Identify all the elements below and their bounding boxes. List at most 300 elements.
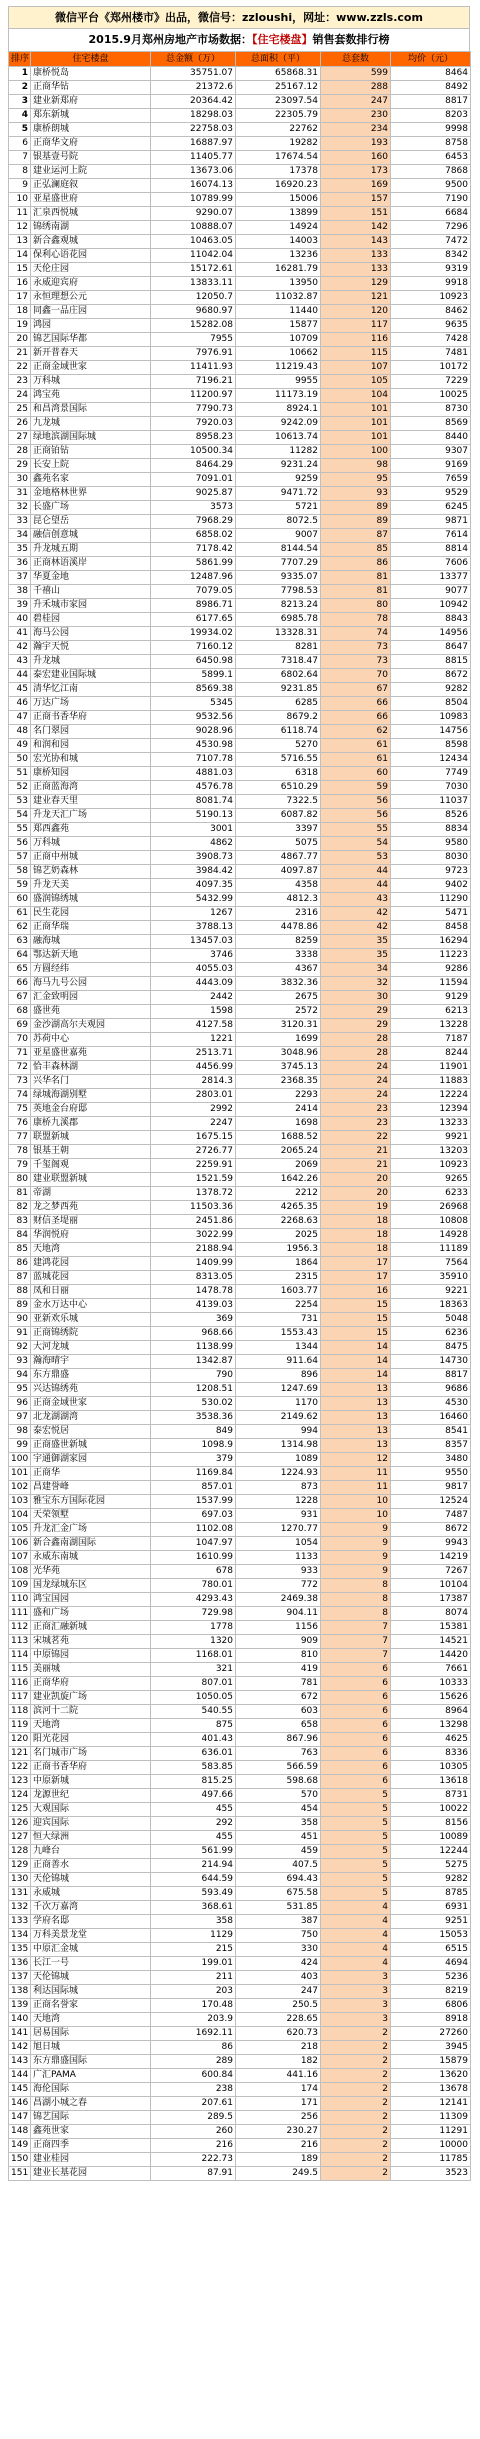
cell-project-name: 正商汇融新城	[31, 1621, 151, 1635]
cell-total-amount: 7079.05	[151, 585, 236, 599]
cell-total-amount: 2803.01	[151, 1089, 236, 1103]
table-row	[9, 1607, 471, 1621]
cell-avg-price: 9282	[391, 1873, 471, 1887]
cell-total-area: 16281.79	[236, 263, 321, 277]
table-row	[9, 697, 471, 711]
cell-rank: 30	[9, 473, 31, 487]
cell-project-name: 海马公园	[31, 627, 151, 641]
cell-project-name: 正商华瑞	[31, 921, 151, 935]
cell-total-amount: 358	[151, 1915, 236, 1929]
cell-total-area: 2149.62	[236, 1411, 321, 1425]
cell-total-units: 13	[321, 1397, 391, 1411]
cell-project-name: 海伦国际	[31, 2083, 151, 2097]
cell-rank: 146	[9, 2097, 31, 2111]
cell-rank: 138	[9, 1985, 31, 1999]
cell-total-units: 89	[321, 501, 391, 515]
cell-total-area: 531.85	[236, 1901, 321, 1915]
cell-rank: 107	[9, 1551, 31, 1565]
cell-total-units: 35	[321, 949, 391, 963]
table-row	[9, 1481, 471, 1495]
table-row	[9, 2097, 471, 2111]
cell-avg-price: 7030	[391, 781, 471, 795]
cell-rank: 31	[9, 487, 31, 501]
cell-total-units: 16	[321, 1285, 391, 1299]
table-row	[9, 1257, 471, 1271]
cell-total-amount: 7790.73	[151, 403, 236, 417]
table-row	[9, 1859, 471, 1873]
cell-total-amount: 9680.97	[151, 305, 236, 319]
cell-total-amount: 401.43	[151, 1733, 236, 1747]
table-row	[9, 1453, 471, 1467]
cell-project-name: 汇泉西悦城	[31, 207, 151, 221]
cell-rank: 47	[9, 711, 31, 725]
cell-total-amount: 368.61	[151, 1901, 236, 1915]
cell-total-units: 20	[321, 1187, 391, 1201]
cell-avg-price: 10923	[391, 291, 471, 305]
cell-total-amount: 211	[151, 1971, 236, 1985]
cell-total-units: 14	[321, 1355, 391, 1369]
cell-avg-price: 7481	[391, 347, 471, 361]
cell-total-amount: 1221	[151, 1033, 236, 1047]
cell-avg-price: 8475	[391, 1341, 471, 1355]
cell-total-amount: 7091.01	[151, 473, 236, 487]
cell-project-name: 中原锦园	[31, 1649, 151, 1663]
cell-avg-price: 9319	[391, 263, 471, 277]
cell-total-units: 4	[321, 1957, 391, 1971]
cell-rank: 26	[9, 417, 31, 431]
cell-total-amount: 1208.51	[151, 1383, 236, 1397]
cell-avg-price: 8785	[391, 1887, 471, 1901]
cell-total-units: 74	[321, 627, 391, 641]
cell-total-units: 42	[321, 921, 391, 935]
cell-total-area: 15006	[236, 193, 321, 207]
cell-total-amount: 9532.56	[151, 711, 236, 725]
cell-rank: 70	[9, 1033, 31, 1047]
cell-avg-price: 12224	[391, 1089, 471, 1103]
cell-total-area: 4812.3	[236, 893, 321, 907]
cell-total-area: 182	[236, 2055, 321, 2069]
cell-rank: 67	[9, 991, 31, 1005]
cell-rank: 143	[9, 2055, 31, 2069]
column-header-total-area: 总面积（平）	[236, 52, 321, 67]
table-header-row	[9, 52, 471, 67]
cell-avg-price: 6806	[391, 1999, 471, 2013]
cell-avg-price: 7564	[391, 1257, 471, 1271]
cell-total-amount: 3746	[151, 949, 236, 963]
cell-total-units: 11	[321, 1481, 391, 1495]
cell-total-units: 247	[321, 95, 391, 109]
cell-rank: 69	[9, 1019, 31, 1033]
cell-rank: 8	[9, 165, 31, 179]
cell-total-units: 62	[321, 725, 391, 739]
cell-total-area: 911.64	[236, 1355, 321, 1369]
cell-rank: 117	[9, 1691, 31, 1705]
table-row	[9, 1663, 471, 1677]
cell-project-name: 汇金致明园	[31, 991, 151, 1005]
cell-total-area: 17674.54	[236, 151, 321, 165]
cell-total-amount: 4443.09	[151, 977, 236, 991]
cell-project-name: 天荣领墅	[31, 1509, 151, 1523]
cell-avg-price: 8030	[391, 851, 471, 865]
cell-total-units: 14	[321, 1369, 391, 1383]
cell-rank: 21	[9, 347, 31, 361]
cell-rank: 124	[9, 1789, 31, 1803]
cell-total-amount: 18298.03	[151, 109, 236, 123]
cell-avg-price: 10025	[391, 389, 471, 403]
cell-project-name: 和昌湾景国际	[31, 403, 151, 417]
cell-total-units: 142	[321, 221, 391, 235]
cell-rank: 97	[9, 1411, 31, 1425]
cell-project-name: 东方鼎盛	[31, 1369, 151, 1383]
cell-project-name: 建业联盟新城	[31, 1173, 151, 1187]
cell-avg-price: 7187	[391, 1033, 471, 1047]
cell-total-amount: 7968.29	[151, 515, 236, 529]
table-row	[9, 109, 471, 123]
cell-rank: 52	[9, 781, 31, 795]
cell-total-area: 1699	[236, 1033, 321, 1047]
cell-total-units: 81	[321, 571, 391, 585]
table-row	[9, 179, 471, 193]
cell-total-amount: 2992	[151, 1103, 236, 1117]
cell-project-name: 建鸿花园	[31, 1257, 151, 1271]
cell-project-name: 和润和园	[31, 739, 151, 753]
cell-project-name: 保利心语花园	[31, 249, 151, 263]
table-row	[9, 823, 471, 837]
cell-total-amount: 8313.05	[151, 1271, 236, 1285]
table-row	[9, 1985, 471, 1999]
cell-rank: 15	[9, 263, 31, 277]
table-row	[9, 1243, 471, 1257]
table-row	[9, 781, 471, 795]
cell-total-amount: 2247	[151, 1117, 236, 1131]
cell-avg-price: 9282	[391, 683, 471, 697]
cell-total-units: 3	[321, 1999, 391, 2013]
cell-total-units: 2	[321, 2139, 391, 2153]
cell-avg-price: 13233	[391, 1117, 471, 1131]
cell-total-units: 56	[321, 809, 391, 823]
cell-avg-price: 8458	[391, 921, 471, 935]
cell-project-name: 建业春天里	[31, 795, 151, 809]
cell-avg-price: 7428	[391, 333, 471, 347]
cell-total-area: 424	[236, 1957, 321, 1971]
cell-total-area: 451	[236, 1831, 321, 1845]
cell-total-area: 9007	[236, 529, 321, 543]
cell-total-area: 2268.63	[236, 1215, 321, 1229]
cell-total-area: 2316	[236, 907, 321, 921]
cell-avg-price: 4625	[391, 1733, 471, 1747]
cell-project-name: 正商书香华府	[31, 711, 151, 725]
cell-avg-price: 7659	[391, 473, 471, 487]
cell-total-units: 17	[321, 1271, 391, 1285]
cell-rank: 72	[9, 1061, 31, 1075]
cell-rank: 35	[9, 543, 31, 557]
cell-total-units: 8	[321, 1579, 391, 1593]
table-row	[9, 879, 471, 893]
table-row	[9, 1187, 471, 1201]
cell-avg-price: 8672	[391, 1523, 471, 1537]
cell-rank: 45	[9, 683, 31, 697]
cell-avg-price: 8203	[391, 109, 471, 123]
cell-rank: 108	[9, 1565, 31, 1579]
cell-avg-price: 5275	[391, 1859, 471, 1873]
table-row	[9, 599, 471, 613]
cell-total-area: 1270.77	[236, 1523, 321, 1537]
cell-total-area: 218	[236, 2041, 321, 2055]
table-row	[9, 1201, 471, 1215]
cell-total-units: 101	[321, 403, 391, 417]
table-row	[9, 1285, 471, 1299]
cell-total-units: 56	[321, 795, 391, 809]
cell-total-units: 6	[321, 1663, 391, 1677]
table-row	[9, 151, 471, 165]
title-prefix: 2015.9月郑州房地产市场数据：	[88, 33, 252, 46]
cell-rank: 133	[9, 1915, 31, 1929]
cell-rank: 127	[9, 1831, 31, 1845]
cell-avg-price: 8219	[391, 1985, 471, 1999]
cell-project-name: 东方鼎盛国际	[31, 2055, 151, 2069]
cell-avg-price: 27260	[391, 2027, 471, 2041]
cell-total-area: 3338	[236, 949, 321, 963]
table-row	[9, 655, 471, 669]
cell-avg-price: 9129	[391, 991, 471, 1005]
cell-project-name: 鸿宝国园	[31, 1593, 151, 1607]
table-row	[9, 137, 471, 151]
cell-avg-price: 8074	[391, 1607, 471, 1621]
cell-total-amount: 4456.99	[151, 1061, 236, 1075]
cell-total-units: 80	[321, 599, 391, 613]
table-row	[9, 683, 471, 697]
cell-total-units: 3	[321, 1985, 391, 1999]
cell-total-amount: 13673.06	[151, 165, 236, 179]
cell-avg-price: 26968	[391, 1201, 471, 1215]
cell-total-amount: 369	[151, 1313, 236, 1327]
cell-total-amount: 1129	[151, 1929, 236, 1943]
cell-rank: 145	[9, 2083, 31, 2097]
cell-avg-price: 15053	[391, 1929, 471, 1943]
cell-total-units: 101	[321, 417, 391, 431]
cell-total-amount: 6177.65	[151, 613, 236, 627]
cell-project-name: 银基壹号院	[31, 151, 151, 165]
cell-avg-price: 8672	[391, 669, 471, 683]
cell-rank: 98	[9, 1425, 31, 1439]
cell-avg-price: 16460	[391, 1411, 471, 1425]
cell-rank: 149	[9, 2139, 31, 2153]
table-row	[9, 977, 471, 991]
cell-total-units: 21	[321, 1145, 391, 1159]
cell-total-area: 13328.31	[236, 627, 321, 641]
cell-total-amount: 170.48	[151, 1999, 236, 2013]
cell-avg-price: 8815	[391, 655, 471, 669]
cell-rank: 55	[9, 823, 31, 837]
table-row	[9, 1159, 471, 1173]
cell-project-name: 恰丰森林湖	[31, 1061, 151, 1075]
table-row	[9, 389, 471, 403]
cell-project-name: 龙源世纪	[31, 1789, 151, 1803]
table-row	[9, 1341, 471, 1355]
table-row	[9, 1901, 471, 1915]
table-row	[9, 1103, 471, 1117]
cell-total-area: 25167.12	[236, 81, 321, 95]
table-row	[9, 81, 471, 95]
cell-avg-price: 8541	[391, 1425, 471, 1439]
ranking-table	[8, 51, 471, 2181]
cell-rank: 140	[9, 2013, 31, 2027]
cell-total-amount: 697.03	[151, 1509, 236, 1523]
cell-rank: 144	[9, 2069, 31, 2083]
cell-total-amount: 1342.87	[151, 1355, 236, 1369]
cell-total-area: 6985.78	[236, 613, 321, 627]
cell-total-area: 17378	[236, 165, 321, 179]
cell-total-units: 115	[321, 347, 391, 361]
cell-total-amount: 455	[151, 1831, 236, 1845]
cell-total-units: 105	[321, 375, 391, 389]
ranking-sheet	[8, 6, 470, 2181]
cell-rank: 13	[9, 235, 31, 249]
cell-total-units: 5	[321, 1803, 391, 1817]
cell-avg-price: 11037	[391, 795, 471, 809]
cell-total-amount: 5861.99	[151, 557, 236, 571]
cell-project-name: 鸿园	[31, 319, 151, 333]
cell-rank: 91	[9, 1327, 31, 1341]
cell-total-units: 54	[321, 837, 391, 851]
cell-project-name: 龙之梦西苑	[31, 1201, 151, 1215]
cell-total-units: 107	[321, 361, 391, 375]
table-row	[9, 2139, 471, 2153]
cell-avg-price: 10000	[391, 2139, 471, 2153]
table-row	[9, 67, 471, 81]
table-row	[9, 1803, 471, 1817]
table-row	[9, 487, 471, 501]
cell-total-amount: 4293.43	[151, 1593, 236, 1607]
table-row	[9, 501, 471, 515]
cell-total-area: 8679.2	[236, 711, 321, 725]
cell-rank: 66	[9, 977, 31, 991]
cell-total-amount: 7955	[151, 333, 236, 347]
cell-total-area: 358	[236, 1817, 321, 1831]
cell-avg-price: 13203	[391, 1145, 471, 1159]
table-row	[9, 305, 471, 319]
cell-total-units: 5	[321, 1887, 391, 1901]
cell-total-area: 13899	[236, 207, 321, 221]
cell-total-area: 14924	[236, 221, 321, 235]
cell-rank: 112	[9, 1621, 31, 1635]
cell-avg-price: 14928	[391, 1229, 471, 1243]
cell-rank: 132	[9, 1901, 31, 1915]
cell-rank: 11	[9, 207, 31, 221]
cell-total-amount: 875	[151, 1719, 236, 1733]
table-row	[9, 767, 471, 781]
cell-avg-price: 6515	[391, 1943, 471, 1957]
cell-rank: 17	[9, 291, 31, 305]
cell-total-units: 78	[321, 613, 391, 627]
cell-project-name: 升禾城市家园	[31, 599, 151, 613]
cell-total-amount: 289	[151, 2055, 236, 2069]
cell-total-amount: 2259.91	[151, 1159, 236, 1173]
cell-avg-price: 9500	[391, 179, 471, 193]
cell-total-area: 1314.98	[236, 1439, 321, 1453]
cell-total-amount: 15282.08	[151, 319, 236, 333]
cell-total-amount: 8569.38	[151, 683, 236, 697]
cell-project-name: 宋城茗苑	[31, 1635, 151, 1649]
cell-total-area: 2675	[236, 991, 321, 1005]
cell-avg-price: 5236	[391, 1971, 471, 1985]
cell-avg-price: 13377	[391, 571, 471, 585]
cell-avg-price: 10923	[391, 1159, 471, 1173]
cell-project-name: 鑫苑世家	[31, 2125, 151, 2139]
cell-avg-price: 13620	[391, 2069, 471, 2083]
cell-project-name: 名门城市广场	[31, 1747, 151, 1761]
cell-total-units: 143	[321, 235, 391, 249]
cell-total-area: 2065.24	[236, 1145, 321, 1159]
cell-total-units: 66	[321, 711, 391, 725]
cell-rank: 42	[9, 641, 31, 655]
table-row	[9, 2055, 471, 2069]
cell-project-name: 九峰台	[31, 1845, 151, 1859]
cell-rank: 119	[9, 1719, 31, 1733]
cell-rank: 14	[9, 249, 31, 263]
cell-rank: 151	[9, 2167, 31, 2181]
table-row	[9, 865, 471, 879]
table-row	[9, 669, 471, 683]
cell-total-units: 151	[321, 207, 391, 221]
cell-avg-price: 10333	[391, 1677, 471, 1691]
cell-total-amount: 8986.71	[151, 599, 236, 613]
cell-rank: 19	[9, 319, 31, 333]
cell-rank: 53	[9, 795, 31, 809]
cell-total-units: 35	[321, 935, 391, 949]
table-row	[9, 1677, 471, 1691]
cell-avg-price: 9918	[391, 277, 471, 291]
cell-rank: 68	[9, 1005, 31, 1019]
cell-total-amount: 2451.86	[151, 1215, 236, 1229]
cell-total-area: 2414	[236, 1103, 321, 1117]
cell-total-area: 6318	[236, 767, 321, 781]
table-row	[9, 1775, 471, 1789]
cell-avg-price: 9943	[391, 1537, 471, 1551]
cell-total-area: 772	[236, 1579, 321, 1593]
cell-avg-price: 14420	[391, 1649, 471, 1663]
cell-rank: 33	[9, 515, 31, 529]
cell-total-area: 1553.43	[236, 1327, 321, 1341]
cell-total-amount: 260	[151, 2125, 236, 2139]
cell-rank: 142	[9, 2041, 31, 2055]
cell-project-name: 升龙汇金广场	[31, 1523, 151, 1537]
cell-total-amount: 968.66	[151, 1327, 236, 1341]
cell-rank: 87	[9, 1271, 31, 1285]
cell-project-name: 长江一号	[31, 1957, 151, 1971]
cell-total-units: 2	[321, 2069, 391, 2083]
cell-rank: 3	[9, 95, 31, 109]
cell-project-name: 华润悦府	[31, 1229, 151, 1243]
cell-total-units: 4	[321, 1915, 391, 1929]
cell-project-name: 广汇PAMA	[31, 2069, 151, 2083]
table-row	[9, 935, 471, 949]
cell-total-units: 61	[321, 739, 391, 753]
cell-total-area: 4358	[236, 879, 321, 893]
table-row	[9, 95, 471, 109]
cell-project-name: 锦艺国际华都	[31, 333, 151, 347]
cell-total-units: 3	[321, 1971, 391, 1985]
cell-rank: 77	[9, 1131, 31, 1145]
cell-total-area: 3120.31	[236, 1019, 321, 1033]
cell-project-name: 正商华府	[31, 1677, 151, 1691]
cell-avg-price: 3945	[391, 2041, 471, 2055]
table-row	[9, 1789, 471, 1803]
cell-total-area: 5716.55	[236, 753, 321, 767]
cell-total-amount: 3538.36	[151, 1411, 236, 1425]
cell-project-name: 亚新欢乐城	[31, 1313, 151, 1327]
cell-total-area: 9231.85	[236, 683, 321, 697]
